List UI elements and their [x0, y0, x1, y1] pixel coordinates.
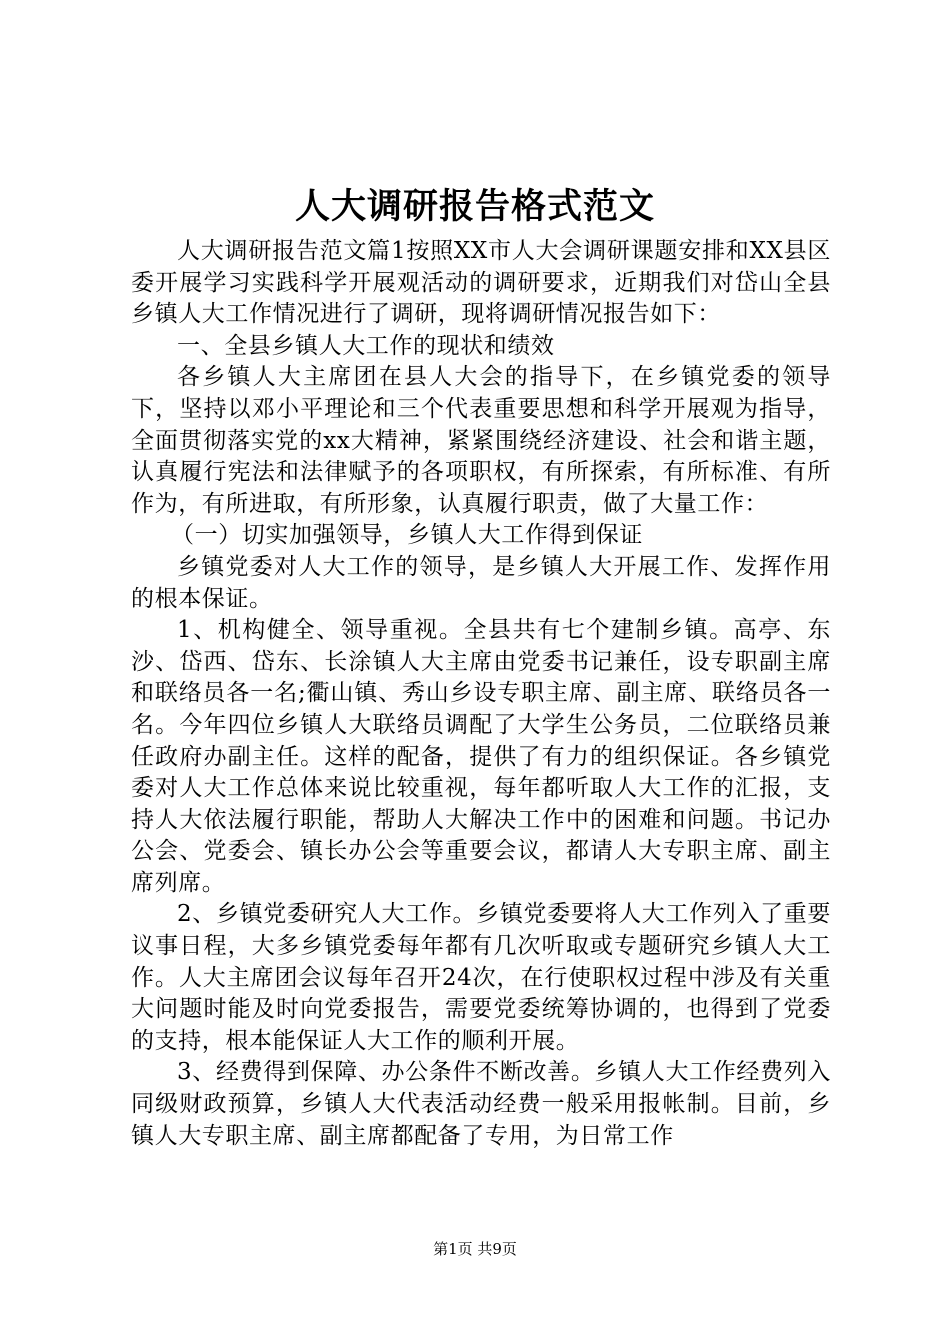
document-body	[131, 236, 831, 1152]
paragraph-intro: 人大调研报告范文篇1按照XX市人大会调研课题安排和XX县区委开展学习实践科学开展观活动的调研要求，近期我们对岱山全县乡镇人大工作情况进行了调研，现将调研情况报告如下：	[131, 238, 831, 328]
paragraph-item-1: 1、机构健全、领导重视。全县共有七个建制乡镇。高亭、东沙、岱西、岱东、长涂镇人大主席由党委书记兼任，设专职副主席和联络员各一名;衢山镇、秀山乡设专职主席、副主席、联络员各一名。今年四位乡镇人大联络员调配了大学生公务员，二位联络员兼任政府办副主任。这样的配备，提供了有力的组织保证。各乡镇党委对人大工作总体来说比较重视，每年都听取人大工作的汇报，支持人大依法履行职能，帮助人大解决工作中的困难和问题。书记办公会、党委会、镇长办公会等重要会议，都请人大专职主席、副主席列席。	[131, 617, 831, 896]
subsection-heading: （一）切实加强领导，乡镇人大工作得到保证	[171, 522, 643, 549]
page-number-footer: 第1页 共9页	[433, 1240, 517, 1258]
paragraph: 各乡镇人大主席团在县人大会的指导下，在乡镇党委的领导下，坚持以邓小平理论和三个代表重要思想和科学开展观为指导，全面贯彻落实党的xx大精神，紧紧围绕经济建设、社会和谐主题，认真履行宪法和法律赋予的各项职权，有所探索，有所标准、有所作为，有所进取，有所形象，认真履行职责，做了大量工作：	[131, 364, 831, 517]
section-heading: 一、全县乡镇人大工作的现状和绩效	[177, 332, 555, 359]
document-title: 人大调研报告格式范文	[294, 186, 655, 227]
paragraph: 乡镇党委对人大工作的领导，是乡镇人大开展工作、发挥作用的根本保证。	[131, 553, 831, 612]
paragraph-item-3: 3、经费得到保障、办公条件不断改善。乡镇人大工作经费列入同级财政预算，乡镇人大代表活动经费一般采用报帐制。目前，乡镇人大专职主席、副主席都配备了专用，为日常工作	[131, 1059, 831, 1149]
paragraph-item-2: 2、乡镇党委研究人大工作。乡镇党委要将人大工作列入了重要议事日程，大多乡镇党委每年都有几次听取或专题研究乡镇人大工作。人大主席团会议每年召开24次，在行使职权过程中涉及有关重大问题时能及时向党委报告，需要党委统筹协调的，也得到了党委的支持，根本能保证人大工作的顺利开展。	[131, 901, 831, 1054]
